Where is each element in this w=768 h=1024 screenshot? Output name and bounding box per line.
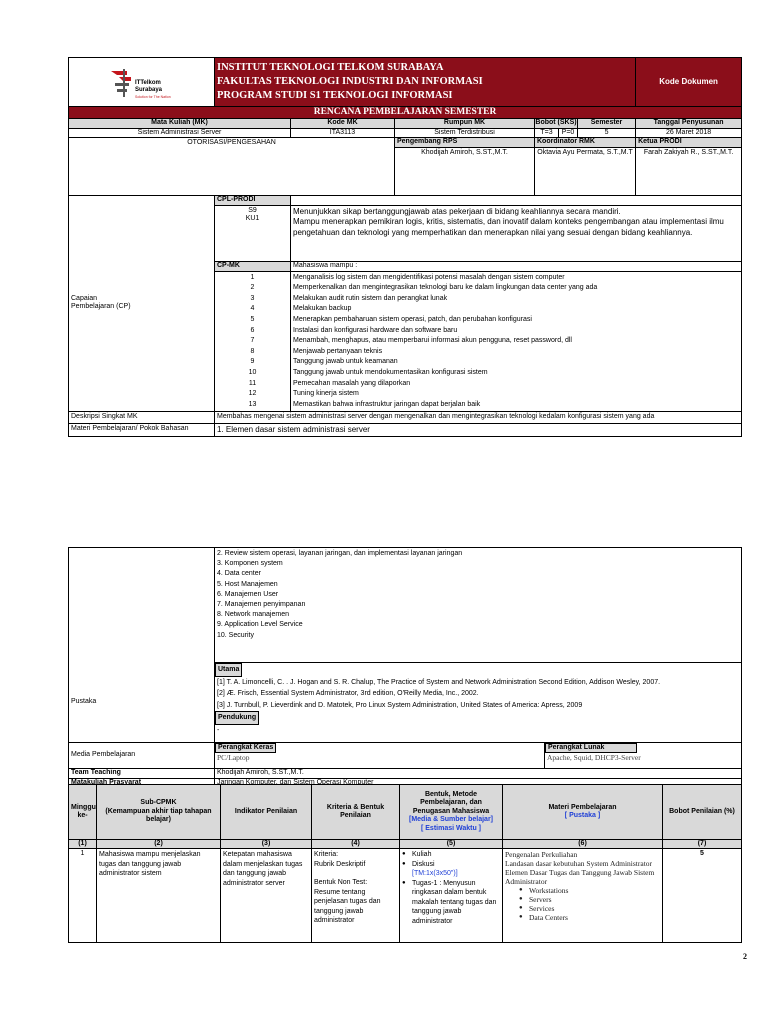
schedule-table xyxy=(68,784,742,943)
cpl-codes xyxy=(215,205,291,261)
method-tugas: ● Tugas-1 : Menyusun ringkasan dalam bentuk makalah tentang tugas dan tanggung jawab administrator xyxy=(402,879,500,927)
logo-tag: Solution for The Nation xyxy=(135,95,171,99)
head-indikator: Indikator Penilaian xyxy=(221,785,312,840)
cp-label xyxy=(69,195,215,412)
cpl-texts xyxy=(291,205,742,261)
pustaka-content xyxy=(215,663,742,743)
cpmk-number: 11 xyxy=(248,379,257,387)
label-kode: Kode MK xyxy=(291,119,395,128)
ketua-label: Ketua PRODI xyxy=(636,138,742,147)
method-kuliah: ● Kuliah xyxy=(402,850,500,860)
deskripsi-text: Membahas mengenai sistem administrasi server dengan mengenalkan dan mengintegrasikan teknologi kedalam konfigurasi sistem yang ada xyxy=(215,412,742,423)
koordinator-name: Oktavia Ayu Permata, S.T.,M.T xyxy=(535,147,636,195)
materi-topic: Elemen Dasar Tugas dan Tanggung Jawab Sistem Administrator xyxy=(505,868,655,887)
pendukung-label: Pendukung xyxy=(215,711,259,725)
head-materi xyxy=(503,785,663,840)
cpmk-item: Memperkenalkan dan mengintegrasikan teknologi baru ke dalam lingkungan data center yang ada xyxy=(293,284,598,292)
col-num: (6) xyxy=(503,840,663,849)
cpl-text: Mampu menerapkan pemikiran logis, kritis, sistematis, dan inovatif dalam konteks pengembangan atau implementasi ilmu pengetahuan dan teknologi yang memperhatikan dan menerapkan nilai yang sesuai dengan bidang keahliannya. xyxy=(293,217,724,237)
materi-bullet: ● Data Centers xyxy=(519,913,660,922)
cpmk-item: Tanggung jawab untuk keamanan xyxy=(293,358,398,366)
materi-item: 7. Manajemen penyimpanan xyxy=(217,601,306,609)
kriteria-label: Kriteria: xyxy=(314,851,339,859)
team-value: Khodijah Amiroh, S.ST.,M.T. xyxy=(215,769,742,779)
value-rumpun: Sistem Terdistribusi xyxy=(395,128,535,137)
cpmk-number: 13 xyxy=(248,400,257,408)
col-num: (5) xyxy=(400,840,503,849)
row1-bentuk xyxy=(400,849,503,943)
lunak-label: Perangkat Lunak xyxy=(545,743,637,753)
cpmk-number: 7 xyxy=(250,337,255,345)
cpmk-number: 10 xyxy=(248,368,257,376)
label-semester: Semester xyxy=(578,119,636,128)
materi-label: Materi Pembelajaran/ Pokok Bahasan xyxy=(69,423,215,436)
pengembang-name: Khodijah Amiroh, S.ST.,M.T. xyxy=(395,147,535,195)
keras-value: PC/Laptop xyxy=(217,753,250,763)
materi-item: 4. Data center xyxy=(217,570,261,578)
head-bobot: Bobot Penilaian (%) xyxy=(663,785,742,840)
program-line: PROGRAM STUDI S1 TEKNOLOGI INFORMASI xyxy=(217,90,453,101)
institution-title xyxy=(215,58,636,107)
value-kode: ITA3113 xyxy=(291,128,395,137)
logo-text: ITTelkom xyxy=(135,80,161,86)
materi-bullet: ● Workstations xyxy=(519,886,660,895)
media-keras xyxy=(215,743,545,769)
value-tanggal: 26 Maret 2018 xyxy=(636,128,742,137)
cpmk-number: 9 xyxy=(250,358,255,366)
head-bentuk-waktu: [ Estimasi Waktu ] xyxy=(420,824,482,832)
cpmk-numbers xyxy=(215,271,291,412)
utama-list xyxy=(215,677,741,712)
rps-title: RENCANA PEMBELAJARAN SEMESTER xyxy=(69,107,742,119)
head-minggu: Minggu ke- xyxy=(69,785,97,840)
cpmk-number: 4 xyxy=(250,305,255,313)
materi-topic: Pengenalan Perkuliahan xyxy=(505,850,578,860)
cp-label-2: Pembelajaran (CP) xyxy=(71,303,131,311)
cpmk-number: 2 xyxy=(250,284,255,292)
cpmk-item: Menganalisis log sistem dan mengidentifikasi potensi masalah dengan sistem computer xyxy=(293,273,565,281)
materi-bullets xyxy=(505,886,660,922)
bentuk-label: Bentuk Non Test: xyxy=(314,879,368,887)
head-subcpmk-title: Sub-CPMK xyxy=(140,799,177,807)
col-num: (1) xyxy=(69,840,97,849)
pengembang-label: Pengembang RPS xyxy=(395,138,535,147)
materi-first: 1. Elemen dasar sistem administrasi server xyxy=(215,423,742,436)
bentuk-value: Resume tentang penjelasan tugas dan tanggung jawab administrator xyxy=(314,888,381,925)
cpmk-list xyxy=(291,271,742,412)
head-bentuk xyxy=(400,785,503,840)
materi-item: 5. Host Manajemen xyxy=(217,580,278,588)
head-bentuk-media: [Media & Sumber belajar] xyxy=(408,816,494,824)
materi-bullet: ● Services xyxy=(519,904,660,913)
row1-subcpmk: Mahasiswa mampu menjelaskan tugas dan tanggung jawab administrator sistem xyxy=(97,849,221,943)
head-bentuk-title: Bentuk, Metode Pembelajaran, dan Penugasan Mahasiswa xyxy=(412,791,490,815)
value-t: T=3 xyxy=(535,128,559,137)
method-time: [TM:1x(3x50")] xyxy=(412,870,458,878)
head-materi-title: Materi Pembelajaran xyxy=(548,803,617,811)
otorisasi-label: OTORISASI/PENGESAHAN xyxy=(69,138,395,195)
cpl-code: S9 xyxy=(248,206,257,214)
materi-item: 8. Network manajemen xyxy=(217,611,289,619)
reference-item: [3] J. Turnbull, P. Lieverdink and D. Matotek, Pro Linux System Administration, United States of America: Apress, 2009 xyxy=(217,701,583,709)
institution-line: INSTITUT TEKNOLOGI TELKOM SURABAYA xyxy=(217,62,444,73)
cpmk-item: Pemecahan masalah yang dilaporkan xyxy=(293,379,411,387)
cpmk-item: Memastikan bahwa infrastruktur jaringan dapat berjalan baik xyxy=(293,400,481,408)
col-num: (2) xyxy=(97,840,221,849)
media-label: Media Pembelajaran xyxy=(69,743,215,769)
cpmk-item: Melakukan audit rutin sistem dan perangkat lunak xyxy=(293,294,448,302)
head-kriteria: Kriteria & Bentuk Penilaian xyxy=(312,785,400,840)
cpmk-number: 8 xyxy=(250,347,255,355)
logo-cell xyxy=(69,58,215,107)
prasyarat-value: Jaringan Komputer, dan Sistem Operasi Komputer xyxy=(215,779,742,789)
label-rumpun: Rumpun MK xyxy=(395,119,535,128)
cpmk-number: 3 xyxy=(250,294,255,302)
cpmk-item: Menambah, menghapus, atau memperbarui informasi akun pengguna, reset password, dll xyxy=(293,337,572,345)
page-number: 2 xyxy=(743,952,747,961)
materi-list xyxy=(215,548,742,663)
cpl-code: KU1 xyxy=(245,214,260,222)
col-num: (3) xyxy=(221,840,312,849)
pustaka-label: Pustaka xyxy=(69,663,215,743)
faculty-line: FAKULTAS TEKNOLOGI INDUSTRI DAN INFORMASI xyxy=(217,76,483,87)
ittelkom-logo xyxy=(69,58,209,106)
row1-kriteria xyxy=(312,849,400,943)
cpmk-number: 6 xyxy=(250,326,255,334)
head-materi-pustaka: [ Pustaka ] xyxy=(564,812,601,819)
media-lunak xyxy=(545,743,742,769)
cpmk-item: Tuning kinerja sistem xyxy=(293,390,359,398)
materi-topic: Landasan dasar kebutuhan System Administrator xyxy=(505,859,653,869)
value-p: P=0 xyxy=(559,128,578,137)
prasyarat-label: Matakuliah Prasyarat xyxy=(69,779,215,789)
cpmk-item: Tanggung jawab untuk mendokumentasikan konfigurasi sistem xyxy=(293,368,488,376)
materi-bullet: ● Servers xyxy=(519,895,660,904)
rps-continuation-table xyxy=(68,547,742,789)
koordinator-label: Koordinator RMK xyxy=(535,138,636,147)
col-num: (4) xyxy=(312,840,400,849)
materi-item: 10. Security xyxy=(217,631,254,639)
cpmk-label: CP-MK xyxy=(215,261,291,271)
label-mk: Mata Kuliah (MK) xyxy=(69,119,291,128)
cpmk-number: 1 xyxy=(250,273,255,281)
materi-item: 6. Manajemen User xyxy=(217,590,279,598)
cpmk-intro: Mahasiswa mampu : xyxy=(291,261,742,271)
cpmk-item: Menjawab pertanyaan teknis xyxy=(293,347,383,355)
cp-label-1: Capaian xyxy=(71,295,98,303)
row1-bobot: 5 xyxy=(663,849,742,943)
lunak-value: Apache, Squid, DHCP3-Server xyxy=(547,753,641,763)
method-diskusi: ● Diskusi xyxy=(402,860,500,870)
materi-item: 9. Application Level Service xyxy=(217,621,303,629)
utama-label: Utama xyxy=(215,663,242,677)
cpmk-item: Melakukan backup xyxy=(293,305,352,313)
cpmk-number: 5 xyxy=(250,315,255,323)
row1-materi xyxy=(503,849,663,943)
team-label: Team Teaching xyxy=(69,769,215,779)
label-bobot: Bobot (SKS) xyxy=(535,119,577,127)
pendukung-text: - xyxy=(217,726,220,734)
value-semester: 5 xyxy=(578,128,636,137)
logo-sub: Surabaya xyxy=(135,87,163,93)
kode-dokumen: Kode Dokumen xyxy=(636,58,742,107)
ketua-name: Farah Zakiyah R., S.ST.,M.T. xyxy=(636,147,742,195)
cpl-prodi-label: CPL-PRODI xyxy=(215,195,291,205)
keras-label: Perangkat Keras xyxy=(215,743,276,753)
materi-item: 3. Komponen system xyxy=(217,560,283,568)
label-tanggal: Tanggal Penyusunan xyxy=(636,119,742,128)
head-subcpmk-sub: (Kemampuan akhir tiap tahapan belajar) xyxy=(105,807,212,824)
materi-item: 2. Review sistem operasi, layanan jaringan, dan implementasi layanan jaringan xyxy=(217,550,463,557)
reference-item: [2] Æ. Frisch, Essential System Administrator, 3rd edition, O'Reilly Media, Inc., 2002. xyxy=(217,690,479,697)
rps-header-table xyxy=(68,57,742,437)
row1-indikator: Ketepatan mahasiswa dalam menjelaskan tugas dan tanggung jawab administrator server xyxy=(221,849,312,943)
col-num: (7) xyxy=(663,840,742,849)
cpmk-item: Menerapkan pembaharuan sistem operasi, patch, dan perubahan konfigurasi xyxy=(293,315,532,323)
kriteria-value: Rubrik Deskriptif xyxy=(314,860,366,868)
cpmk-item: Instalasi dan konfigurasi hardware dan software baru xyxy=(293,326,458,334)
cpl-text: Menunjukkan sikap bertanggungjawab atas pekerjaan di bidang keahliannya secara mandiri. xyxy=(293,206,621,216)
cpmk-number: 12 xyxy=(248,390,257,398)
value-mk: Sistem Administrasi Server xyxy=(69,128,291,137)
head-subcpmk xyxy=(97,785,221,840)
deskripsi-label: Deskripsi Singkat MK xyxy=(69,412,215,423)
reference-item: [1] T. A. Limoncelli, C. . J. Hogan and S. R. Chalup, The Practice of System and Network Administration Second Edition, Addison Wesley, 2007. xyxy=(217,678,661,686)
row1-minggu: 1 xyxy=(69,849,97,943)
